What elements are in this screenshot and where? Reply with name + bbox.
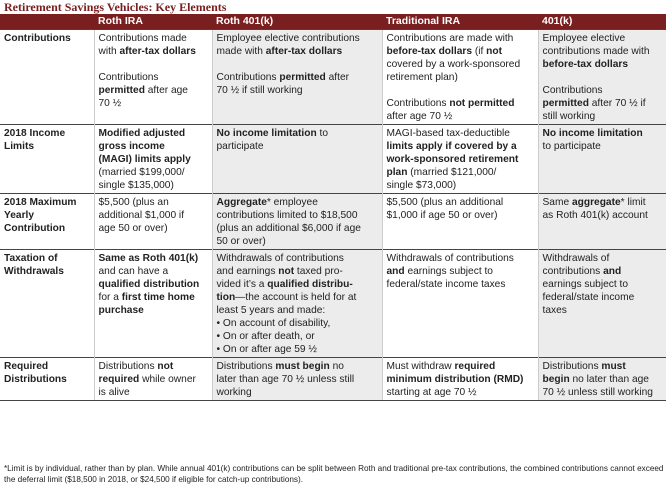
cell-401k: Employee elective contributions made with before-tax dollars Contributions permitted after 70 ½ if still working bbox=[538, 30, 666, 125]
cell-roth-ira: Modified adjusted gross income (MAGI) limits apply (married $199,000/ single $135,000) bbox=[94, 125, 212, 194]
cell-roth-401k: Aggregate* employee contributions limited to $18,500 (plus an additional $6,000 if age 50 or over) bbox=[212, 194, 382, 250]
cell-401k: No income limitation to participate bbox=[538, 125, 666, 194]
table-row bbox=[0, 358, 666, 401]
cell-traditional-ira: MAGI-based tax-deductible limits apply if covered by a work-sponsored retirement plan (married $121,000/ single $73,000) bbox=[382, 125, 538, 194]
row-label: 2018 Maximum Yearly Contribution bbox=[0, 194, 94, 250]
comparison-table bbox=[0, 14, 666, 401]
table-row bbox=[0, 30, 666, 125]
cell-roth-401k: Distributions must begin no later than age 70 ½ unless still working bbox=[212, 358, 382, 401]
cell-roth-ira: Contributions made with after-tax dollars Contributions permitted after age 70 ½ bbox=[94, 30, 212, 125]
row-label: 2018 Income Limits bbox=[0, 125, 94, 194]
footnote: *Limit is by individual, rather than by plan. While annual 401(k) contributions can be split between Roth and traditional pre-tax contributions, the combined contributions cannot exceed the deferral limit ($18,500 in 2018, or $24,500 if eligible for catch-up contributions). bbox=[4, 464, 664, 484]
cell-roth-ira: Distributions not required while owner is alive bbox=[94, 358, 212, 401]
cell-roth-ira: $5,500 (plus an additional $1,000 if age 50 or over) bbox=[94, 194, 212, 250]
header-cell-roth-401k: Roth 401(k) bbox=[212, 14, 382, 30]
header-cell-roth-ira: Roth IRA bbox=[94, 14, 212, 30]
cell-roth-401k: Withdrawals of contributions and earnings not taxed pro- vided it’s a qualified distribu- tion—the account is held for at least 5 years and made: • On account of disability, • On or after death, or • On or after age 59 ½ bbox=[212, 250, 382, 358]
document-title: Retirement Savings Vehicles: Key Elements bbox=[4, 0, 227, 14]
header-cell-401k: 401(k) bbox=[538, 14, 666, 30]
row-label: Contributions bbox=[0, 30, 94, 125]
cell-401k: Withdrawals of contributions and earnings subject to federal/state income taxes bbox=[538, 250, 666, 358]
cell-traditional-ira: $5,500 (plus an additional $1,000 if age 50 or over) bbox=[382, 194, 538, 250]
table-row bbox=[0, 125, 666, 194]
table-row bbox=[0, 250, 666, 358]
cell-roth-401k: No income limitation to participate bbox=[212, 125, 382, 194]
table-row bbox=[0, 194, 666, 250]
header-cell-traditional-ira: Traditional IRA bbox=[382, 14, 538, 30]
header-cell-blank bbox=[0, 14, 94, 30]
header-row bbox=[0, 14, 666, 30]
cell-traditional-ira: Must withdraw required minimum distribution (RMD) starting at age 70 ½ bbox=[382, 358, 538, 401]
cell-roth-401k: Employee elective contributions made with after-tax dollars Contributions permitted after 70 ½ if still working bbox=[212, 30, 382, 125]
cell-401k: Same aggregate* limit as Roth 401(k) account bbox=[538, 194, 666, 250]
row-label: Required Distributions bbox=[0, 358, 94, 401]
cell-401k: Distributions must begin no later than age 70 ½ unless still working bbox=[538, 358, 666, 401]
cell-traditional-ira: Withdrawals of contributions and earnings subject to federal/state income taxes bbox=[382, 250, 538, 358]
cell-traditional-ira: Contributions are made with before-tax dollars (if not covered by a work-sponsored retirement plan) Contributions not permitted after age 70 ½ bbox=[382, 30, 538, 125]
cell-roth-ira: Same as Roth 401(k) and can have a qualified distribution for a first time home purchase bbox=[94, 250, 212, 358]
row-label: Taxation of Withdrawals bbox=[0, 250, 94, 358]
